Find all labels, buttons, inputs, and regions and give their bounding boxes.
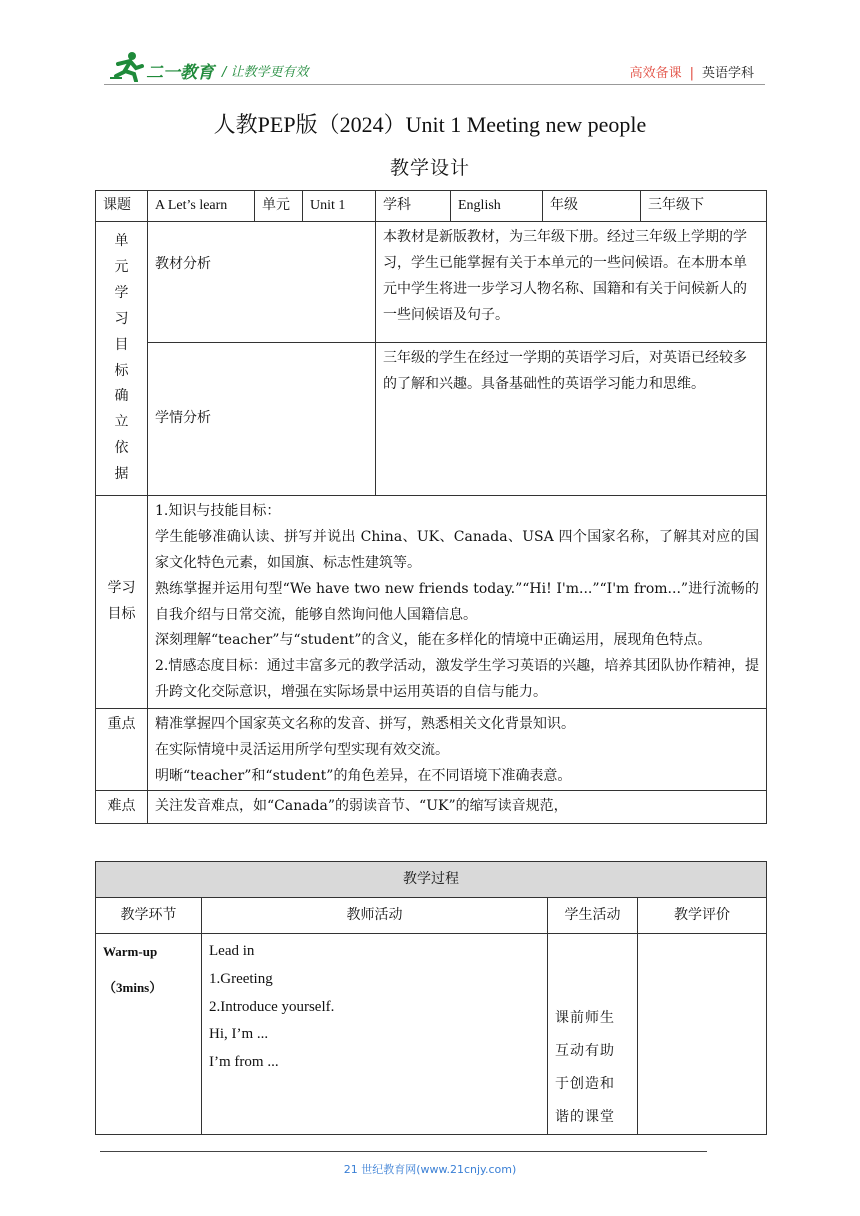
header-separator: | [689,66,694,81]
basis-label-char: 立 [114,414,129,431]
basis-label-char: 目 [114,336,129,353]
key-point-line: 精准掌握四个国家英文名称的发音、拼写，熟悉相关文化背景知识。 [155,716,575,733]
student-line: 谐的课堂 [555,1108,615,1125]
material-analysis-text: 本教材是新版教材，为三年级下册。经过三年级上学期的学习，学生已能掌握有关于本单元的一些问候语。在本册本单元中学生将进一步学习人物名称、国籍和有关于问候新人的一些问候语及句子。 [376,222,767,343]
teacher-line: Hi, I’m ... [209,1026,269,1043]
grade-value: 三年级下 [641,191,767,222]
basis-label-char: 依 [114,440,129,457]
page-header [0,0,860,90]
unit-value: Unit 1 [303,191,376,222]
subject-label: 学科 [376,191,451,222]
logo-slogan: / 让教学更有效 [222,65,309,80]
running-person-logo-icon [108,50,148,82]
student-analysis-text: 三年级的学生在经过一学期的英语学习后，对英语已经较多的了解和兴趣。具备基础性的英语学习能力和思维。 [376,343,767,496]
basis-label-char: 学 [114,284,129,301]
document-subtitle: 教学设计 [389,157,470,179]
header-divider [104,84,765,85]
header-category-right: 英语学科 [701,66,754,81]
objective-line: 2.情感态度目标：通过丰富多元的教学活动，激发学生学习英语的兴趣，培养其团队协作精神，提升跨文化交际意识，增强在实际场景中运用英语的自信与能力。 [155,658,759,701]
warmup-stage [96,934,202,1135]
process-header-row [96,898,767,934]
objective-line: 1.知识与技能目标： [155,503,281,519]
objectives-content [148,496,767,709]
material-analysis-label: 教材分析 [148,222,376,343]
subject-value: English [451,191,543,222]
basis-label-char: 据 [114,466,129,483]
key-points-content [148,709,767,791]
process-title-row [96,862,767,898]
difficulties-label: 难点 [96,790,148,823]
teacher-line: I’m from ... [209,1054,279,1070]
basis-label-char: 单 [114,233,129,250]
header-teacher-activity: 教师活动 [202,898,548,934]
header-category [630,62,754,81]
objective-line: 学生能够准确认读、拼写并说出 China、UK、Canada、USA 四个国家名称，了解其对应的国家文化特色元素，如国旗、标志性建筑等。 [155,528,759,571]
info-row [96,191,767,222]
material-analysis-row [96,222,767,343]
key-point-line: 在实际情境中灵活运用所学句型实现有效交流。 [155,742,449,759]
teacher-line: 2.Introduce yourself. [209,998,335,1015]
student-line: 于创造和 [555,1075,615,1092]
lesson-overview-table [95,190,767,824]
difficulties-row [96,790,767,823]
warmup-teacher-activity [202,934,548,1135]
objectives-label-line: 目标 [107,606,136,623]
page-footer: 21 世纪教育网(www.21cnjy.com) [343,1163,517,1176]
student-analysis-label: 学情分析 [148,343,376,496]
difficulties-text: 关注发音难点，如“Canada”的弱读音节、“UK”的缩写读音规范， [148,790,767,823]
topic-value: A Let’s learn [148,191,255,222]
warmup-row [96,934,767,1135]
stage-time: （3mins） [103,980,163,996]
objectives-row [96,496,767,709]
basis-label-char: 确 [114,388,129,405]
basis-label-char: 习 [114,310,129,327]
warmup-evaluation [638,934,767,1135]
key-point-line: 明晰“teacher”和“student”的角色差异，在不同语境下准确表意。 [155,767,572,784]
objective-line: 深刻理解“teacher”与“student”的含义，能在多样化的情境中正确运用，展现角色特点。 [155,632,712,649]
header-category-left: 高效备课 [629,66,682,81]
stage-name: Warm-up [103,944,158,959]
teacher-line: Lead in [209,943,255,959]
footer-divider [100,1151,707,1152]
grade-label: 年级 [543,191,641,222]
header-student-activity: 学生活动 [548,898,638,934]
topic-label: 课题 [96,191,148,222]
basis-label-char: 元 [114,258,129,275]
process-title: 教学过程 [96,862,767,898]
teacher-line: 1.Greeting [209,970,273,987]
basis-label-char: 标 [114,362,129,379]
objectives-label-line: 学习 [107,580,136,597]
document-title: 人教PEP版（2024）Unit 1 Meeting new people [213,112,647,137]
objectives-label [96,496,148,709]
student-line: 互动有助 [555,1042,615,1059]
teaching-process-table [95,861,767,1135]
objective-line: 熟练掌握并运用句型“We have two new friends today.”“Hi! I'm...”“I'm from...”进行流畅的自我介绍与日常交流，能够自然询问他人国籍信息。 [155,580,759,623]
key-points-label: 重点 [96,709,148,791]
header-stage: 教学环节 [96,898,202,934]
basis-label [96,222,148,496]
unit-label: 单元 [255,191,303,222]
header-evaluation: 教学评价 [638,898,767,934]
student-line: 课前师生 [555,1010,615,1026]
warmup-student-activity [548,934,638,1135]
logo-name: 二一教育 [146,63,214,83]
key-points-row [96,709,767,791]
student-analysis-row [96,343,767,496]
